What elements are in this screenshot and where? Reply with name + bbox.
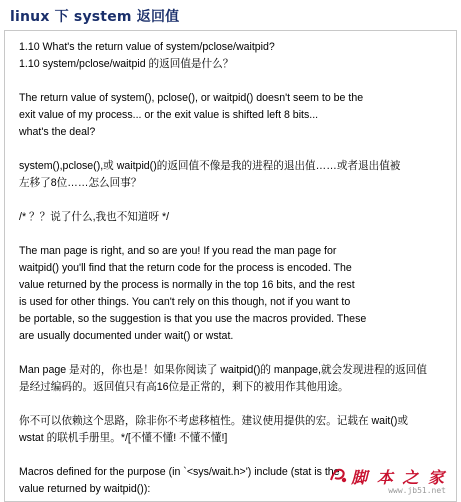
watermark xyxy=(329,465,446,495)
paragraph xyxy=(19,362,444,396)
text-line: wstat 的联机手册里。*/[不懂不懂! 不懂不懂!] xyxy=(19,432,228,444)
text-line: /* ？？说了什么,我也不知道呀 */ xyxy=(19,211,170,223)
text-line: are usually documented under wait() or wstat. xyxy=(19,330,234,342)
text-line: The return value of system(), pclose(), or waitpid() doesn't seem to be the xyxy=(19,92,364,104)
text-line: Macros defined for the purpose (in `<sys/wait.h>') include (stat is the xyxy=(19,466,340,478)
watermark-url: www.jb51.net xyxy=(388,486,446,495)
paragraph xyxy=(19,90,444,141)
text-line: 1.10 system/pclose/waitpid 的返回值是什么？ xyxy=(19,58,234,70)
text-line: value returned by the process is normally in the top 16 bits, and the rest xyxy=(19,279,355,291)
paragraph xyxy=(19,243,444,345)
article-body xyxy=(19,39,444,502)
text-line: system(),pclose(),或 waitpid()的返回值不像是我的进程的退出值……或者退出值被 xyxy=(19,160,401,172)
text-line: what's the deal? xyxy=(19,126,96,138)
text-line: 你不可以依赖这个思路，除非你不考虑移植性。建议使用提供的宏。记载在 wait()或 xyxy=(19,415,409,427)
paragraph xyxy=(19,209,444,226)
script-home-logo-icon xyxy=(329,466,349,484)
text-line: value returned by waitpid()): xyxy=(19,483,151,495)
text-line: exit value of my process... or the exit value is shifted left 8 bits... xyxy=(19,109,319,121)
page-title: linux 下 system 返回值 xyxy=(10,9,180,25)
paragraph xyxy=(19,413,444,447)
content-box xyxy=(4,30,457,502)
paragraph xyxy=(19,158,444,192)
text-line: 是经过编码的。返回值只有高16位是正常的，剩下的被用作其他用途。 xyxy=(19,381,349,393)
text-line: is used for other things. You can't rely on this though, not if you want to xyxy=(19,296,351,308)
text-line: Man page 是对的，你也是！如果你阅读了 waitpid()的 manpage,就会发现进程的返回值 xyxy=(19,364,427,376)
text-line: be portable, so the suggestion is that you use the macros provided. These xyxy=(19,313,367,325)
watermark-logo xyxy=(329,465,446,488)
text-line: 1.10 What's the return value of system/pclose/waitpid? xyxy=(19,41,275,53)
text-line: The man page is right, and so are you! If you read the man page for xyxy=(19,245,337,257)
paragraph xyxy=(19,39,444,73)
watermark-logo-text: 脚 本 之 家 xyxy=(351,468,446,487)
text-line: 左移了8位……怎么回事？ xyxy=(19,177,142,189)
text-line: waitpid() you'll find that the return code for the process is encoded. The xyxy=(19,262,352,274)
